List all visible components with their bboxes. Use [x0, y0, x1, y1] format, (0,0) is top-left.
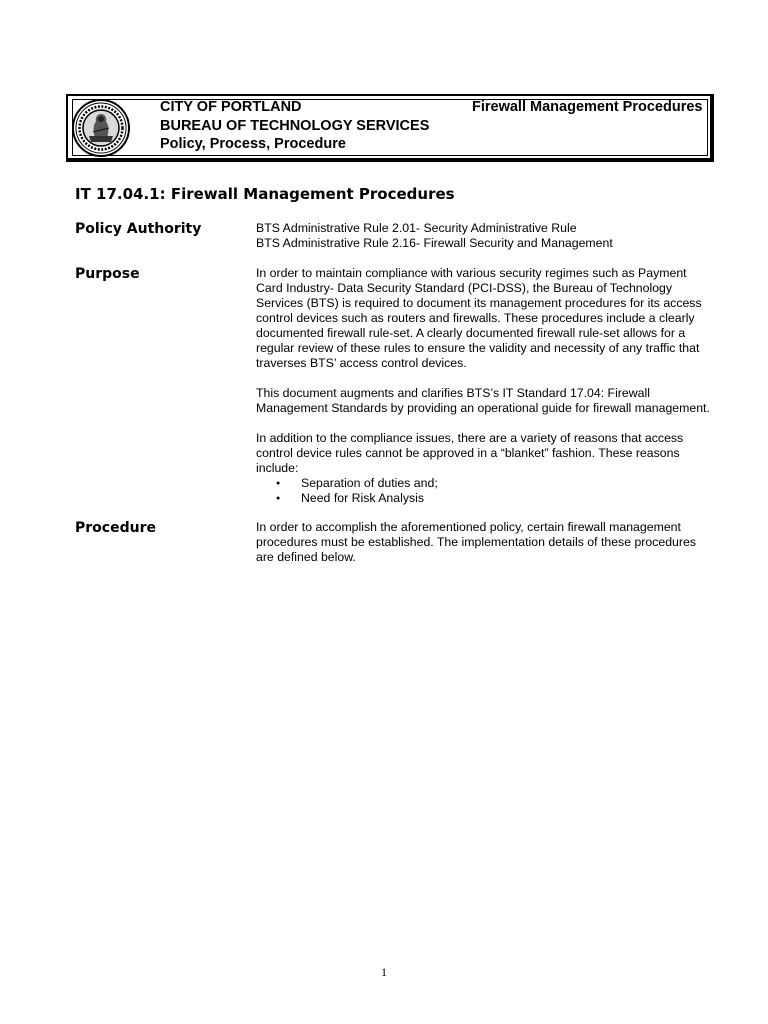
- procedure-paragraph: In order to accomplish the aforementioned policy, certain firewall management procedures must be established. The implementation details of these procedures are defined below.: [256, 520, 696, 564]
- section-label-purpose: Purpose: [75, 266, 140, 282]
- purpose-text: [256, 266, 716, 506]
- purpose-paragraph: This document augments and clarifies BTS’s IT Standard 17.04: Firewall Management Standards by providing an operational guide for firewall management.: [256, 386, 710, 415]
- bullet-item: ● Separation of duties and;: [256, 476, 716, 491]
- policy-authority-text: [256, 221, 716, 251]
- header-org-block: [160, 98, 429, 154]
- header-doc-title: Firewall Management Procedures: [472, 99, 703, 115]
- procedure-text: [256, 520, 716, 565]
- org-name: CITY OF PORTLAND: [160, 99, 302, 115]
- policy-authority-line: BTS Administrative Rule 2.16- Firewall Security and Management: [256, 236, 613, 250]
- purpose-paragraph: In addition to the compliance issues, there are a variety of reasons that access control device rules cannot be approved in a “blanket” fashion. These reasons include:: [256, 431, 684, 475]
- section-label-policy-authority: Policy Authority: [75, 221, 202, 237]
- document-title: IT 17.04.1: Firewall Management Procedures: [75, 185, 455, 203]
- city-seal-icon: [71, 98, 131, 158]
- purpose-paragraph: In order to maintain compliance with various security regimes such as Payment Card Industry- Data Security Standard (PCI-DSS), the Bureau of Technology Services (BTS) is required to document its management procedures for its access control devices such as routers and firewalls. These procedures include a clearly documented firewall rule-set. A clearly documented firewall rule-set allows for a regular review of these rules to ensure the validity and necessity of any traffic that traverses BTS’ access control devices.: [256, 266, 702, 370]
- purpose-bullet-list: [256, 476, 716, 506]
- policy-authority-line: BTS Administrative Rule 2.01- Security Administrative Rule: [256, 221, 577, 235]
- section-label-procedure: Procedure: [75, 520, 156, 536]
- page-number: 1: [381, 965, 387, 979]
- doc-type: Policy, Process, Procedure: [160, 136, 346, 152]
- bureau-name: BUREAU OF TECHNOLOGY SERVICES: [160, 117, 430, 134]
- bullet-item: ● Need for Risk Analysis: [256, 491, 716, 506]
